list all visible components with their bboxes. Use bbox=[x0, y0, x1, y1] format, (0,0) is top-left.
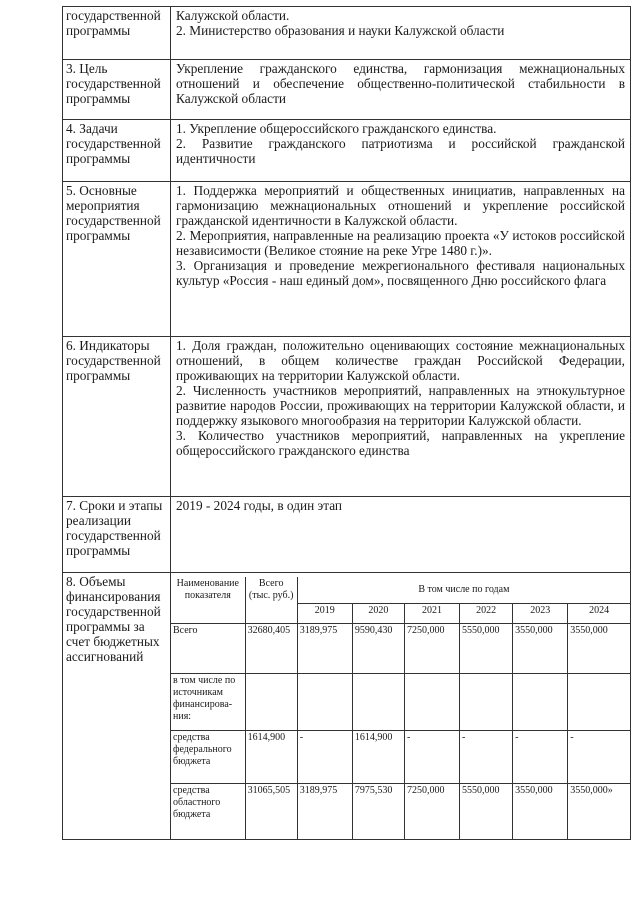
fin-row-name: средства федерального бюджета bbox=[171, 730, 245, 783]
fin-cell-value: 3550,000 bbox=[513, 783, 568, 839]
fin-cell-value: - bbox=[297, 730, 352, 783]
fin-row-regional bbox=[171, 783, 630, 839]
content-line: Укрепление гражданского единства, гармонизация межнациональных отношений и обеспечение общественно-политической стабильности в Калужской области bbox=[176, 61, 625, 106]
fin-cell-value bbox=[404, 673, 459, 730]
content-line: 2019 - 2024 годы, в один этап bbox=[176, 498, 343, 513]
row-financing bbox=[63, 573, 631, 840]
content-line: 1. Укрепление общероссийского гражданского единства. bbox=[176, 121, 497, 136]
fin-row-total-value bbox=[245, 673, 297, 730]
fin-cell-value bbox=[297, 673, 352, 730]
fin-cell-value: - bbox=[460, 730, 513, 783]
fin-cell-value bbox=[568, 673, 630, 730]
row-activities bbox=[63, 182, 631, 337]
header-year: 2022 bbox=[460, 603, 513, 623]
fin-row-total-value: 32680,405 bbox=[245, 623, 297, 673]
fin-cell-value: 3550,000 bbox=[568, 623, 630, 673]
row-tasks bbox=[63, 120, 631, 182]
fin-cell-value: 7250,000 bbox=[404, 783, 459, 839]
row-responsible bbox=[63, 7, 631, 60]
row-content bbox=[171, 337, 631, 497]
row-label: государственной программы bbox=[63, 7, 171, 60]
content-line: Калужской области. bbox=[176, 8, 290, 23]
fin-cell-value: 3189,975 bbox=[297, 623, 352, 673]
fin-cell-value: 3550,000» bbox=[568, 783, 630, 839]
fin-cell-value: - bbox=[513, 730, 568, 783]
row-content bbox=[171, 60, 631, 120]
fin-row-total-value: 31065,505 bbox=[245, 783, 297, 839]
row-timeline bbox=[63, 497, 631, 573]
row-content bbox=[171, 182, 631, 337]
content-line: 1. Поддержка мероприятий и общественных инициатив, направленных на гармонизацию межнациональных отношений и укрепление российской гражданской идентичности в Калужской области. bbox=[176, 183, 625, 228]
content-line: 1. Доля граждан, положительно оценивающих состояние межнациональных отношений, в общем количестве граждан Российской Федерации, проживающих на территории Калужской области. bbox=[176, 338, 625, 383]
row-label: 6. Индикаторы государственной программы bbox=[63, 337, 171, 497]
fin-cell-value: 9590,430 bbox=[352, 623, 404, 673]
row-label: 7. Сроки и этапы реализации государственной программы bbox=[63, 497, 171, 573]
fin-row-sources bbox=[171, 673, 630, 730]
fin-row-total-value: 1614,900 bbox=[245, 730, 297, 783]
row-label: 3. Цель государственной программы bbox=[63, 60, 171, 120]
fin-cell-value: 5550,000 bbox=[460, 783, 513, 839]
fin-cell-value bbox=[460, 673, 513, 730]
fin-row-total bbox=[171, 623, 630, 673]
header-years-caption: В том числе по годам bbox=[297, 577, 630, 603]
fin-cell-value bbox=[513, 673, 568, 730]
content-line: 2. Министерство образования и науки Калужской области bbox=[176, 23, 505, 38]
row-indicators bbox=[63, 337, 631, 497]
financing-cell bbox=[171, 573, 631, 840]
content-line: 2. Численность участников мероприятий, направленных на этнокультурное развитие народов России, проживающих на территории Калужской области, и поддержку языкового многообразия на территории Калужской области. bbox=[176, 383, 625, 428]
header-year: 2020 bbox=[352, 603, 404, 623]
fin-cell-value: - bbox=[568, 730, 630, 783]
content-line: 3. Количество участников мероприятий, направленных на укрепление общероссийского гражданского единства bbox=[176, 428, 625, 458]
content-line: 3. Организация и проведение межрегионального фестиваля национальных культур «Россия - наш единый дом», посвященного Дню российского флага bbox=[176, 258, 625, 288]
header-year: 2021 bbox=[404, 603, 459, 623]
content-line: 2. Мероприятия, направленные на реализацию проекта «У истоков российской независимости (Великое стояние на реке Угре 1480 г.)». bbox=[176, 228, 625, 258]
fin-row-federal bbox=[171, 730, 630, 783]
header-total: Всего (тыс. руб.) bbox=[245, 577, 297, 623]
row-content bbox=[171, 120, 631, 182]
fin-cell-value: 5550,000 bbox=[460, 623, 513, 673]
fin-cell-value: - bbox=[404, 730, 459, 783]
row-content bbox=[171, 7, 631, 60]
program-passport-table bbox=[62, 6, 631, 840]
financing-table bbox=[171, 577, 630, 839]
fin-cell-value: 1614,900 bbox=[352, 730, 404, 783]
header-year: 2023 bbox=[513, 603, 568, 623]
row-goal bbox=[63, 60, 631, 120]
fin-row-name: в том числе по источникам финансирова-ния: bbox=[171, 673, 245, 730]
header-name: Наименование показателя bbox=[171, 577, 245, 623]
fin-row-name: средства областного бюджета bbox=[171, 783, 245, 839]
row-label: 5. Основные мероприятия государственной программы bbox=[63, 182, 171, 337]
row-content bbox=[171, 497, 631, 573]
row-label: 4. Задачи государственной программы bbox=[63, 120, 171, 182]
fin-cell-value: 7975,530 bbox=[352, 783, 404, 839]
row-label: 8. Объемы финансирования государственной программы за счет бюджетных ассигнований bbox=[63, 573, 171, 840]
fin-row-name: Всего bbox=[171, 623, 245, 673]
fin-cell-value: 7250,000 bbox=[404, 623, 459, 673]
fin-cell-value: 3189,975 bbox=[297, 783, 352, 839]
fin-header-row bbox=[171, 577, 630, 603]
fin-cell-value: 3550,000 bbox=[513, 623, 568, 673]
header-year: 2024 bbox=[568, 603, 630, 623]
fin-cell-value bbox=[352, 673, 404, 730]
header-year: 2019 bbox=[297, 603, 352, 623]
content-line: 2. Развитие гражданского патриотизма и российской гражданской идентичности bbox=[176, 136, 625, 166]
